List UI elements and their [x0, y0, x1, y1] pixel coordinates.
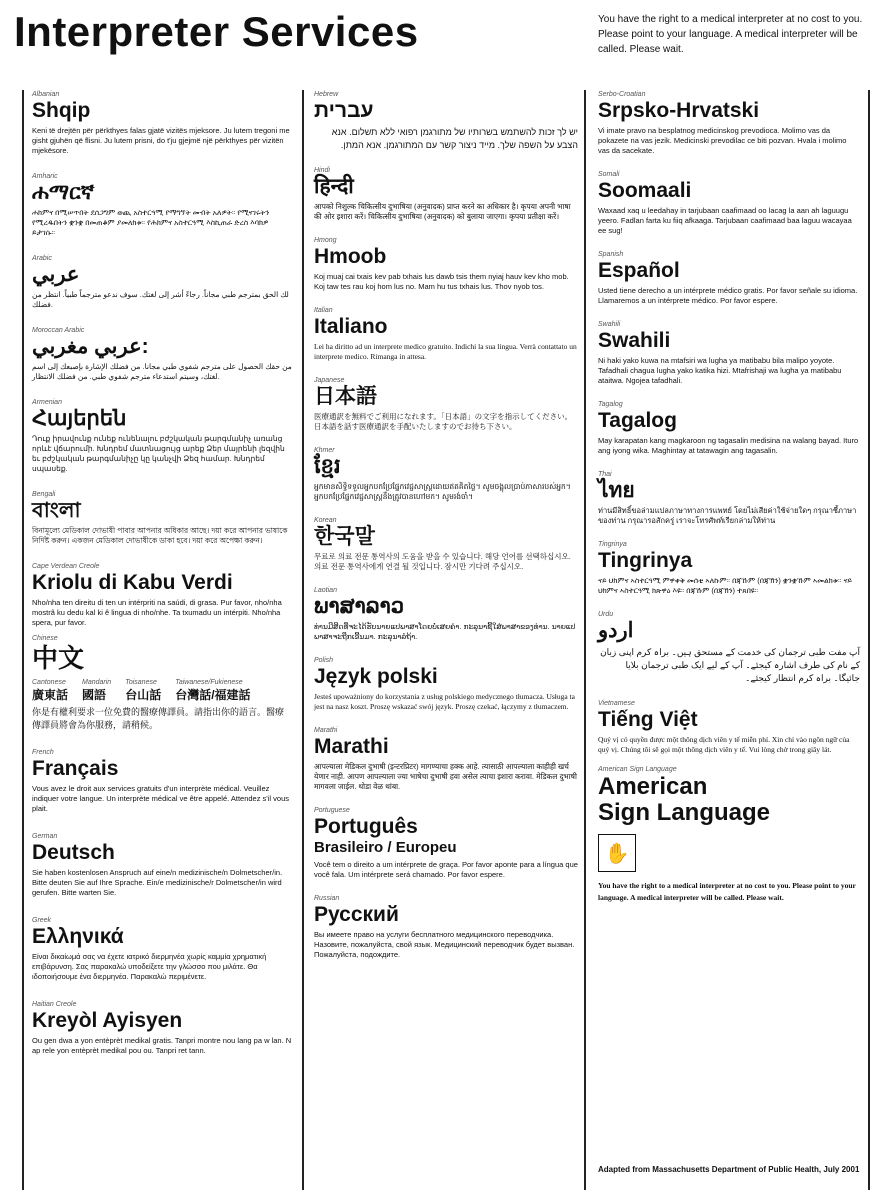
language-block[interactable] — [32, 490, 292, 546]
language-label: Tingrinya — [598, 541, 627, 548]
language-name: Kreyòl Ayisyen — [32, 1009, 183, 1032]
language-block[interactable] — [32, 172, 292, 238]
language-label: Serbo-Croatian — [598, 91, 646, 98]
asl-hands-icon: ✋ — [598, 834, 636, 872]
language-block[interactable] — [314, 586, 578, 642]
language-block[interactable] — [598, 320, 860, 386]
dialect-cantonese: 廣東話 — [32, 688, 69, 702]
language-block[interactable] — [598, 90, 860, 156]
language-desc: ናይ ህክምና ኣስተርጓሚ ምዋቀቅ መሰቲ ኣለኩም። በጃኹም (በጃኽን) ቋንቋኹም ኣመልክቱ። ናይ ህክምና ኣስተርጓሚ ክጽዋዕ እዩ። በጃኹም (በጃኽን) ተጸበዩ። — [598, 576, 853, 595]
language-block[interactable] — [598, 400, 860, 456]
language-name: Hmoob — [314, 245, 387, 268]
language-label: Korean — [314, 517, 337, 524]
language-label: Somali — [598, 171, 620, 178]
language-name: Shqip — [32, 99, 91, 122]
language-name: Հայերեն — [32, 407, 127, 430]
language-block[interactable] — [314, 806, 578, 880]
language-desc: Nho/nha ten direitu di ten un intérpriti na saúdi, di grasa. Pur favor, nho/nha mostrâ ku dedu kal ki ê lingua di nho/nhe. Ta txumadu un intérpiti. Nho/nha spera, pur favor. — [32, 598, 282, 627]
language-name: عربي — [32, 263, 80, 286]
language-block[interactable] — [32, 916, 292, 982]
language-label: Khmer — [314, 447, 335, 454]
language-label: Hmong — [314, 237, 337, 244]
language-desc: 你是有權利要求一位免費的醫療傳譯員。請指出你的語言。醫療傳譯員將會為你服務，請稍候。 — [32, 707, 285, 730]
language-label: Arabic — [32, 255, 52, 262]
language-block[interactable] — [32, 832, 292, 898]
language-name-line1: American — [598, 773, 708, 800]
language-name: हिन्दी — [314, 175, 354, 198]
language-desc: Vi imate pravo na besplatnog medicinskog prevodioca. Molimo vas da pokazete na vas jezik. Medicinski prevodilac ce biti pozvan. Hvala i molimo vas da sacekate. — [598, 126, 847, 155]
language-name: Deutsch — [32, 841, 115, 864]
language-label: Moroccan Arabic — [32, 327, 85, 334]
language-desc: ທ່ານມີສິດທີ່ຈະໄດ້ຮັບນາຍແປພາສາໂດຍບໍ່ເສຍຄ່າ. ກະລຸນາຊີ້ໃສ່ພາສາຂອງທ່ານ. ນາຍແປພາສາຈະຖືກເອີ້ນມາ. ກະລຸນາລໍຖ້າ. — [314, 622, 576, 641]
page-title: Interpreter Services — [14, 8, 419, 55]
language-desc: Lei ha diritto ad un interprete medico gratuito. Indichi la sua lingua. Verrà contattato un interprete medico. Rimanga in attesa. — [314, 342, 577, 361]
language-desc: יש לך זכות להשתמש בשרותיו של מתורגמן רפואי ללא תשלום. אנא הצבע על השפה שלך. מייד ניצור קשר עם המתורגמן. אנא המתן. — [331, 127, 578, 150]
language-block[interactable] — [314, 376, 578, 432]
language-block[interactable] — [598, 470, 860, 526]
language-block[interactable] — [598, 170, 860, 236]
language-subname: Brasileiro / Europeu — [314, 839, 457, 856]
language-desc: Դուք իրավունք ունեք ունենալու բժշկական թարգմանիչ առանց որևէ վճարումի. Խնդրեմ մատնացույց արեք Ձեր մայրենի լեզվին եւ բժշկական թարգմանիչը կը կանչվի Ձեզ համար. Խնդրեմ սպասեք. — [32, 434, 285, 473]
language-name: ไทย — [598, 479, 635, 502]
language-label: Polish — [314, 657, 334, 664]
language-name: Français — [32, 757, 119, 780]
language-label: German — [32, 833, 58, 840]
language-label: Japanese — [314, 377, 345, 384]
language-label: Haitian Creole — [32, 1001, 77, 1008]
language-block[interactable] — [598, 250, 860, 306]
language-name: Tiếng Việt — [598, 708, 698, 731]
language-block[interactable] — [314, 236, 578, 292]
language-desc: May karapatan kang magkaroon ng tagasalin medisina na walang bayad. Ituro ang iyong wika. Maghintay at tatawagin ang tagasalin. — [598, 436, 859, 455]
language-name: اردو — [598, 619, 634, 642]
language-desc: Quý vị có quyền được một thông dịch viên y tế miễn phí. Xin chỉ vào ngôn ngữ của quý vị. Chúng tôi sẽ gọi một thông dịch viên y tế. Vui lòng chờ trong giây lát. — [598, 735, 850, 754]
language-desc: आपल्याला मेडिकल दुभाषी (इन्टरप्रिटर) मागण्याचा हक्क आहे. त्यासाठी आपल्याला काहीही खर्च येणार नाही. आपण आपल्याला ज्या भाषेचा दुभाषी हवा असेल त्याचा इशारा करावा. मेडिकल दुभाषी मागवला जाईल. थोडा वेळ थांबा. — [314, 762, 577, 791]
language-desc: Ou gen dwa a yon entèprèt medikal gratis. Tanpri montre nou lang pa w lan. N ap rele yon entèprèt medikal pou ou. Tanpri ret tann. — [32, 1036, 292, 1055]
language-block-asl[interactable] — [598, 765, 860, 904]
credit-text: Adapted from Massachusetts Department of Public Health, July 2001 — [598, 1165, 860, 1174]
language-label: Thai — [598, 471, 612, 478]
language-label: Tagalog — [598, 401, 623, 408]
language-label: Vietnamese — [598, 700, 635, 707]
language-label: Portuguese — [314, 807, 350, 814]
language-name: ሐማርኛ — [32, 181, 95, 204]
column-1 — [22, 90, 292, 1190]
language-desc: من حقك الحصول على مترجم شفوي طبي مجانا. من فضلك الإشارة بإصبعك إلى اسم لغتك، وسيتم استدعاء مترجم شفوي طبي. من فضلك الانتظار. — [32, 362, 292, 381]
language-name: عربي مغربي: — [32, 335, 149, 358]
language-block[interactable] — [314, 726, 578, 792]
language-desc: Keni të drejtën për përkthyes falas gjatë vizitës mjeksore. Ju lutem tregoni me gisht gjuhën që flisni. Ju lutem prisni, do t'ju gjejmë një përkthyes për vizitën mjekësore. — [32, 126, 290, 155]
language-name: Kriolu di Kabu Verdi — [32, 571, 233, 594]
dialect-mandarin: 國語 — [82, 688, 107, 702]
language-block[interactable] — [314, 446, 578, 502]
language-label: Urdu — [598, 611, 614, 618]
language-desc: 무료로 의료 전문 통역사의 도움을 받을 수 있습니다. 해당 언어를 선택하십시오. 의료 전문 통역사에게 연결 될 것입니다. 잠시만 기다려 주십시오. — [314, 552, 571, 571]
language-desc: Koj muaj cai txais kev pab txhais lus dawb tsis them nyiaj hauv kev kho mob. Koj taw tes rau koj hom lus no. Mam hu tus txhais lus. Thov nyob tos. — [314, 272, 569, 291]
language-desc: Você tem o direito a um intérprete de graça. Por favor aponte para a língua que você fala. Um intérprete será chamado. Por favor espere. — [314, 860, 578, 879]
language-block[interactable] — [32, 562, 292, 628]
language-label: Albanian — [32, 91, 60, 98]
language-desc: বিনামূল্যে মেডিকাল দোভাষী পাবার আপনার অধিকার আছে। দয়া করে আপনার ভাষাকে নির্দিষ্ট করুন। একজন মেডিকাল দোভাষীকে ডাকা হবে। দয়া করে অপেক্ষা করুন। — [32, 526, 288, 545]
language-block[interactable] — [314, 166, 578, 222]
language-desc: Jesteś upoważniony do korzystania z usług polskiego medycznego tłumacza. Usługa ta jest na nasz koszt. Proszę wskazać swój język. Proszę czekać, łączymy z tłumaczem. — [314, 692, 575, 711]
language-block[interactable] — [314, 656, 578, 712]
language-block[interactable] — [598, 610, 860, 685]
language-block[interactable] — [314, 894, 578, 960]
language-desc: ሐክምና በሚሠጥበት ደሰጋግም ወጪ አስተርጓሚ የማግኘት መብት አለዎት። የሚናገሩትን የሚረዱበትን ቋንቋ በመጠቆም ያመለክቱ። የሕክምና አስተርጓሚ እስኪጠራ ድረስ እባክዎ ይታገሱ። — [32, 208, 270, 237]
language-name: 中文 — [32, 643, 85, 673]
language-block-chinese[interactable] — [32, 634, 292, 732]
language-name: Język polski — [314, 665, 438, 688]
dialect-toisanese: 台山話 — [125, 688, 162, 702]
column-2 — [302, 90, 586, 1190]
language-desc: 医療通訳を無料でご利用になれます。「日本語」の文字を指示してください。日本語を話す医療通訳を手配いたしますのでお待ち下さい。 — [314, 412, 573, 431]
language-desc: Sie haben kostenlosen Anspruch auf eine/n medizinische/n Dolmetscher/in. Bitte deuten Sie auf Ihre Sprache. Ein/e medizinische/r Dolmetscher/in wird gerufen. Bitte warten Sie. — [32, 868, 283, 897]
language-name: Italiano — [314, 315, 388, 338]
language-label: Bengali — [32, 491, 56, 498]
language-desc: आपको निशुल्क चिकित्सीय दुभाषिया (अनुवादक) प्राप्त करने का अधिकार है। कृपया अपनी भाषा की ओर इशारा करें। चिकित्सीय दुभाषिया (अनुवादक) को बुलाया जाएगा। कृपया प्रतीक्षा करें। — [314, 202, 571, 221]
language-block[interactable] — [598, 699, 860, 755]
dialect-taiwanese: 台灣話/福建話 — [175, 688, 251, 702]
language-label: Laotian — [314, 587, 337, 594]
dialect-list: Cantonese 廣東話 Mandarin 國語 Toisanese 台山話 Taiwanese/Fukienese 台灣話/福建話 — [32, 679, 251, 702]
language-desc: آپ مفت طبی ترجمان کی خدمت کے مستحق ہیں۔ براہ کرم اپنی زبان کے نام کی طرف اشارہ کیجئے۔ آپ کے لیے ایک طبی ترجمان بلایا جائیگا۔ براہ کرم انتظار کیجئے۔ — [600, 647, 860, 683]
language-name: Marathi — [314, 735, 389, 758]
language-block[interactable] — [32, 90, 292, 156]
language-name: Swahili — [598, 329, 671, 352]
language-name: ខ្មែរ — [314, 455, 341, 478]
language-label: Hindi — [314, 167, 330, 174]
language-label: Marathi — [314, 727, 338, 734]
language-name: বাংলা — [32, 499, 81, 522]
language-block[interactable] — [32, 254, 292, 310]
language-desc: ท่านมีสิทธิ์ขอล่ามแปลภาษาทางการแพทย์ โดยไม่เสียค่าใช้จ่ายใดๆ กรุณาชี้ภาษาของท่าน กรุณารอสักครู่ เราจะโทรศัพท์เรียกล่ามให้ท่าน — [598, 506, 857, 525]
language-name: Soomaali — [598, 179, 692, 202]
language-block[interactable] — [32, 398, 292, 474]
language-name: Tagalog — [598, 409, 677, 432]
language-desc: Vous avez le droit aux services gratuits d'un interprète médical. Veuillez indiquer votre langue. Un interprète médical ve être appelé. Attendez s'il vous plait. — [32, 784, 289, 813]
language-block[interactable] — [32, 1000, 292, 1056]
column-3 — [590, 90, 870, 1190]
language-desc: Usted tiene derecho a un intérprete médico gratis. Por favor señale su idioma. Llamaremos a un intérprete médico. Por favor espere. — [598, 286, 858, 305]
language-block[interactable] — [32, 326, 292, 382]
language-desc: Waxaad xaq u leedahay in tarjubaan caafimaad oo lacag la aan ah laguugu yeero. Fadlan farta ku fiiq afkaaga. Tarjubaan caafimaad baa laguu wacayaa ee sug! — [598, 206, 852, 235]
language-desc: Είναι δικαίωμά σας να έχετε ιατρικό διερμηνέα χωρίς καμμία χρηματική επιβάρυνση. Σας παρακαλώ υποδείξετε την γλώσσο που μιλάτε. Θα ιδοποιήσουμε ένα διερμηνέα. Παρακαλώ περιμένετε. — [32, 952, 267, 981]
language-label: Amharic — [32, 173, 58, 180]
language-block[interactable] — [314, 306, 578, 362]
language-label: Italian — [314, 307, 333, 314]
language-label: Greek — [32, 917, 52, 924]
language-label: Armenian — [32, 399, 62, 406]
language-block[interactable] — [314, 90, 578, 152]
language-name: 日本語 — [314, 385, 377, 408]
language-block[interactable] — [32, 748, 292, 814]
language-desc: Ni haki yako kuwa na mtafsiri wa lugha ya matibabu bila malipo yoyote. Tafadhali chagua lugha yako katika hizi. Mtafrishaji wa lugha ya matibabu ataitwa. Ngojea tafadhali. — [598, 356, 842, 385]
language-label: Spanish — [598, 251, 624, 258]
language-block[interactable] — [598, 540, 860, 596]
language-name: 한국말 — [314, 525, 375, 548]
language-name: Español — [598, 259, 680, 282]
language-label: Russian — [314, 895, 340, 902]
language-name: Srpsko-Hrvatski — [598, 99, 760, 122]
language-label: Chinese — [32, 635, 58, 642]
asl-note: You have the right to a medical interpreter at no cost to you. Please point to your language. A medical interpreter will be called. Please wait. — [598, 881, 856, 902]
language-name-line2: Sign Language — [598, 799, 771, 826]
language-desc: لك الحق بمترجم طبي مجاناً. رجاءً أشر إلى لغتك. سوف ندعو مترجماً طبياً. انتظر من فضلك. — [32, 290, 289, 309]
language-label: American Sign Language — [598, 766, 677, 773]
language-name: Português — [314, 815, 418, 838]
language-name: Ελληνικά — [32, 925, 124, 948]
language-label: Cape Verdean Creole — [32, 563, 100, 570]
language-label: Swahili — [598, 321, 621, 328]
language-label: Hebrew — [314, 91, 339, 98]
language-block[interactable] — [314, 516, 578, 572]
language-name: Русский — [314, 903, 399, 926]
language-label: French — [32, 749, 54, 756]
intro-text: You have the right to a medical interpreter at no cost to you. Please point to your language. A medical interpreter will be called. Please wait. — [598, 14, 863, 55]
language-name: עברית — [314, 99, 374, 122]
language-desc: Вы имеете право на услуги бесплатного медицинского переводчика. Назовите, пожалуйста, свой язык. Медицинский переводчик будет вызван. Пожалуйста, подождите. — [314, 930, 575, 959]
language-name: ພາສາລາວ — [314, 595, 405, 618]
language-name: Tingrinya — [598, 549, 693, 572]
language-desc: អ្នកមានសិទ្ធិទទួលអ្នកបកប្រែផ្នែកវេជ្ជសាស្ត្រដោយឥតគិតថ្លៃ។ សូមចង្អុលប្រាប់ភាសារបស់អ្នក។ អ្នកបកប្រែផ្នែកវេជ្ជសាស្ត្រនឹងត្រូវបានហៅមក។ សូមរង់ចាំ។ — [314, 482, 571, 501]
